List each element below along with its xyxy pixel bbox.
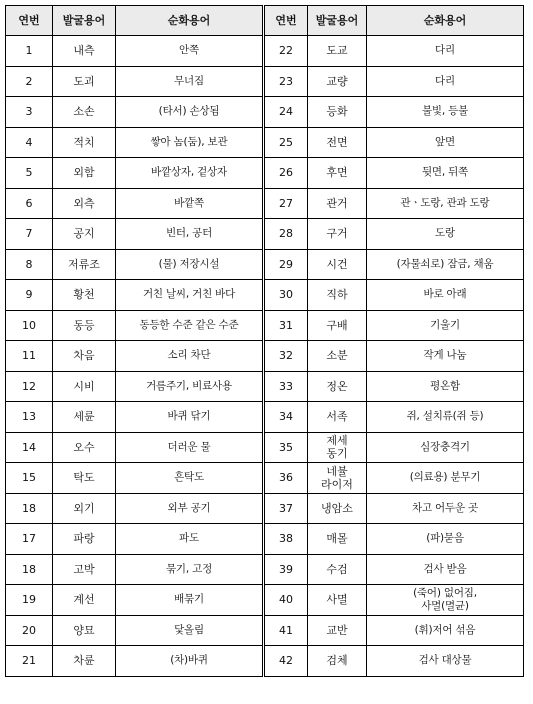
row-number-right: 34 — [264, 402, 308, 433]
table-row — [6, 66, 524, 97]
refined-term-right: 검사 대상물 — [367, 646, 524, 677]
refined-term-left: 빈터, 공터 — [116, 219, 264, 250]
excavation-term-left: 황천 — [53, 280, 116, 311]
table-row — [6, 280, 524, 311]
header-number-right: 연번 — [264, 6, 308, 36]
refined-term-right: 검사 받음 — [367, 554, 524, 585]
row-number-right: 30 — [264, 280, 308, 311]
refined-term-left: 바깥상자, 겉상자 — [116, 158, 264, 189]
excavation-term-right: 전면 — [308, 127, 367, 158]
refined-term-right: 작게 나눔 — [367, 341, 524, 372]
excavation-term-left: 차륜 — [53, 646, 116, 677]
header-term-right: 발굴용어 — [308, 6, 367, 36]
excavation-term-right: 등화 — [308, 97, 367, 128]
excavation-term-left: 동등 — [53, 310, 116, 341]
refined-term-right: 평온함 — [367, 371, 524, 402]
refined-term-right: (의료용) 분무기 — [367, 463, 524, 494]
table-row — [6, 158, 524, 189]
refined-term-left: 흔탁도 — [116, 463, 264, 494]
excavation-term-left: 고박 — [53, 554, 116, 585]
excavation-term-left: 공지 — [53, 219, 116, 250]
row-number-right: 42 — [264, 646, 308, 677]
excavation-term-left: 외측 — [53, 188, 116, 219]
header-refined-left: 순화용어 — [116, 6, 264, 36]
table-row — [6, 554, 524, 585]
excavation-term-left: 계선 — [53, 585, 116, 616]
excavation-term-right: 시건 — [308, 249, 367, 280]
table-row — [6, 524, 524, 555]
refined-term-left: 파도 — [116, 524, 264, 555]
refined-term-left: 배묶기 — [116, 585, 264, 616]
table-row — [6, 97, 524, 128]
header-refined-right: 순화용어 — [367, 6, 524, 36]
excavation-term-left: 외기 — [53, 493, 116, 524]
table-row — [6, 402, 524, 433]
excavation-term-left: 시비 — [53, 371, 116, 402]
excavation-term-right: 직하 — [308, 280, 367, 311]
row-number-right: 33 — [264, 371, 308, 402]
row-number-right: 39 — [264, 554, 308, 585]
row-number-right: 25 — [264, 127, 308, 158]
excavation-term-right: 매몰 — [308, 524, 367, 555]
refined-term-left: 쌓아 놈(둠), 보관 — [116, 127, 264, 158]
refined-term-right: (휘)저어 섞음 — [367, 615, 524, 646]
refined-term-right: 다리 — [367, 66, 524, 97]
row-number-left: 10 — [6, 310, 53, 341]
table-row — [6, 188, 524, 219]
header-term-left: 발굴용어 — [53, 6, 116, 36]
row-number-left: 20 — [6, 615, 53, 646]
row-number-left: 2 — [6, 66, 53, 97]
refined-term-left: (타서) 손상됨 — [116, 97, 264, 128]
term-table-container — [5, 5, 524, 677]
refined-term-left: 닻올림 — [116, 615, 264, 646]
row-number-right: 31 — [264, 310, 308, 341]
table-row — [6, 249, 524, 280]
excavation-term-left: 세륜 — [53, 402, 116, 433]
refined-term-left: 안쪽 — [116, 36, 264, 67]
excavation-term-left: 탁도 — [53, 463, 116, 494]
row-number-left: 14 — [6, 432, 53, 463]
refined-term-left: (물) 저장시설 — [116, 249, 264, 280]
table-row — [6, 646, 524, 677]
excavation-term-left: 소손 — [53, 97, 116, 128]
refined-term-left: 외부 공기 — [116, 493, 264, 524]
row-number-right: 24 — [264, 97, 308, 128]
refined-term-left: 바퀴 닦기 — [116, 402, 264, 433]
excavation-term-left: 오수 — [53, 432, 116, 463]
row-number-left: 1 — [6, 36, 53, 67]
row-number-right: 28 — [264, 219, 308, 250]
row-number-left: 18 — [6, 493, 53, 524]
row-number-right: 37 — [264, 493, 308, 524]
refined-term-right: 바로 아래 — [367, 280, 524, 311]
row-number-right: 41 — [264, 615, 308, 646]
excavation-term-left: 외함 — [53, 158, 116, 189]
excavation-term-right: 수검 — [308, 554, 367, 585]
refined-term-right: 관ㆍ도랑, 관과 도랑 — [367, 188, 524, 219]
refined-term-left: (차)바퀴 — [116, 646, 264, 677]
row-number-left: 4 — [6, 127, 53, 158]
row-number-left: 17 — [6, 524, 53, 555]
row-number-left: 19 — [6, 585, 53, 616]
row-number-left: 11 — [6, 341, 53, 372]
refined-term-left: 동등한 수준 같은 수준 — [116, 310, 264, 341]
row-number-left: 8 — [6, 249, 53, 280]
refined-term-left: 묶기, 고정 — [116, 554, 264, 585]
refined-term-right: 심장충격기 — [367, 432, 524, 463]
refined-term-left: 거름주기, 비료사용 — [116, 371, 264, 402]
table-row — [6, 615, 524, 646]
row-number-left: 3 — [6, 97, 53, 128]
refined-term-left: 거친 날씨, 거친 바다 — [116, 280, 264, 311]
excavation-term-left: 도괴 — [53, 66, 116, 97]
refined-term-right: 다리 — [367, 36, 524, 67]
refined-term-right: (자물쇠로) 잠금, 채움 — [367, 249, 524, 280]
row-number-left: 13 — [6, 402, 53, 433]
row-number-left: 15 — [6, 463, 53, 494]
table-row — [6, 432, 524, 463]
table-row — [6, 219, 524, 250]
row-number-right: 36 — [264, 463, 308, 494]
excavation-term-right: 정온 — [308, 371, 367, 402]
excavation-term-right: 제세 동기 — [308, 432, 367, 463]
table-row — [6, 585, 524, 616]
refined-term-right: 쥐, 설치류(쥐 등) — [367, 402, 524, 433]
table-row — [6, 371, 524, 402]
excavation-term-right: 구거 — [308, 219, 367, 250]
excavation-term-right: 도교 — [308, 36, 367, 67]
refined-term-right: 앞면 — [367, 127, 524, 158]
refined-term-right: (죽어) 없어짐, 사멸(멸균) — [367, 585, 524, 616]
refined-term-left: 더러운 물 — [116, 432, 264, 463]
excavation-term-left: 파랑 — [53, 524, 116, 555]
row-number-right: 35 — [264, 432, 308, 463]
table-row — [6, 127, 524, 158]
table-row — [6, 493, 524, 524]
refined-term-right: (파)묻음 — [367, 524, 524, 555]
refined-term-right: 불빛, 등불 — [367, 97, 524, 128]
row-number-left: 12 — [6, 371, 53, 402]
excavation-term-right: 네뷸 라이저 — [308, 463, 367, 494]
excavation-term-right: 교반 — [308, 615, 367, 646]
row-number-right: 26 — [264, 158, 308, 189]
refined-term-right: 뒷면, 뒤쪽 — [367, 158, 524, 189]
excavation-term-left: 내측 — [53, 36, 116, 67]
excavation-term-left: 차음 — [53, 341, 116, 372]
row-number-right: 40 — [264, 585, 308, 616]
header-number-left: 연번 — [6, 6, 53, 36]
excavation-term-right: 관거 — [308, 188, 367, 219]
row-number-left: 21 — [6, 646, 53, 677]
row-number-left: 7 — [6, 219, 53, 250]
refined-term-left: 바깥쪽 — [116, 188, 264, 219]
excavation-term-right: 소분 — [308, 341, 367, 372]
excavation-term-right: 후면 — [308, 158, 367, 189]
table-body — [6, 36, 524, 677]
excavation-term-right: 서족 — [308, 402, 367, 433]
table-row — [6, 310, 524, 341]
refined-term-right: 차고 어두운 곳 — [367, 493, 524, 524]
excavation-term-left: 저류조 — [53, 249, 116, 280]
refined-term-left: 무너짐 — [116, 66, 264, 97]
row-number-right: 32 — [264, 341, 308, 372]
table-row — [6, 36, 524, 67]
refined-term-right: 기울기 — [367, 310, 524, 341]
row-number-left: 6 — [6, 188, 53, 219]
excavation-term-right: 교량 — [308, 66, 367, 97]
row-number-right: 38 — [264, 524, 308, 555]
term-table — [5, 5, 524, 677]
row-number-right: 27 — [264, 188, 308, 219]
row-number-left: 5 — [6, 158, 53, 189]
excavation-term-right: 냉암소 — [308, 493, 367, 524]
row-number-right: 23 — [264, 66, 308, 97]
excavation-term-left: 적치 — [53, 127, 116, 158]
excavation-term-right: 구배 — [308, 310, 367, 341]
refined-term-right: 도랑 — [367, 219, 524, 250]
row-number-right: 29 — [264, 249, 308, 280]
table-row — [6, 341, 524, 372]
row-number-right: 22 — [264, 36, 308, 67]
table-row — [6, 463, 524, 494]
refined-term-left: 소리 차단 — [116, 341, 264, 372]
excavation-term-left: 양묘 — [53, 615, 116, 646]
header-row — [6, 6, 524, 36]
row-number-left: 18 — [6, 554, 53, 585]
excavation-term-right: 검체 — [308, 646, 367, 677]
row-number-left: 9 — [6, 280, 53, 311]
excavation-term-right: 사멸 — [308, 585, 367, 616]
